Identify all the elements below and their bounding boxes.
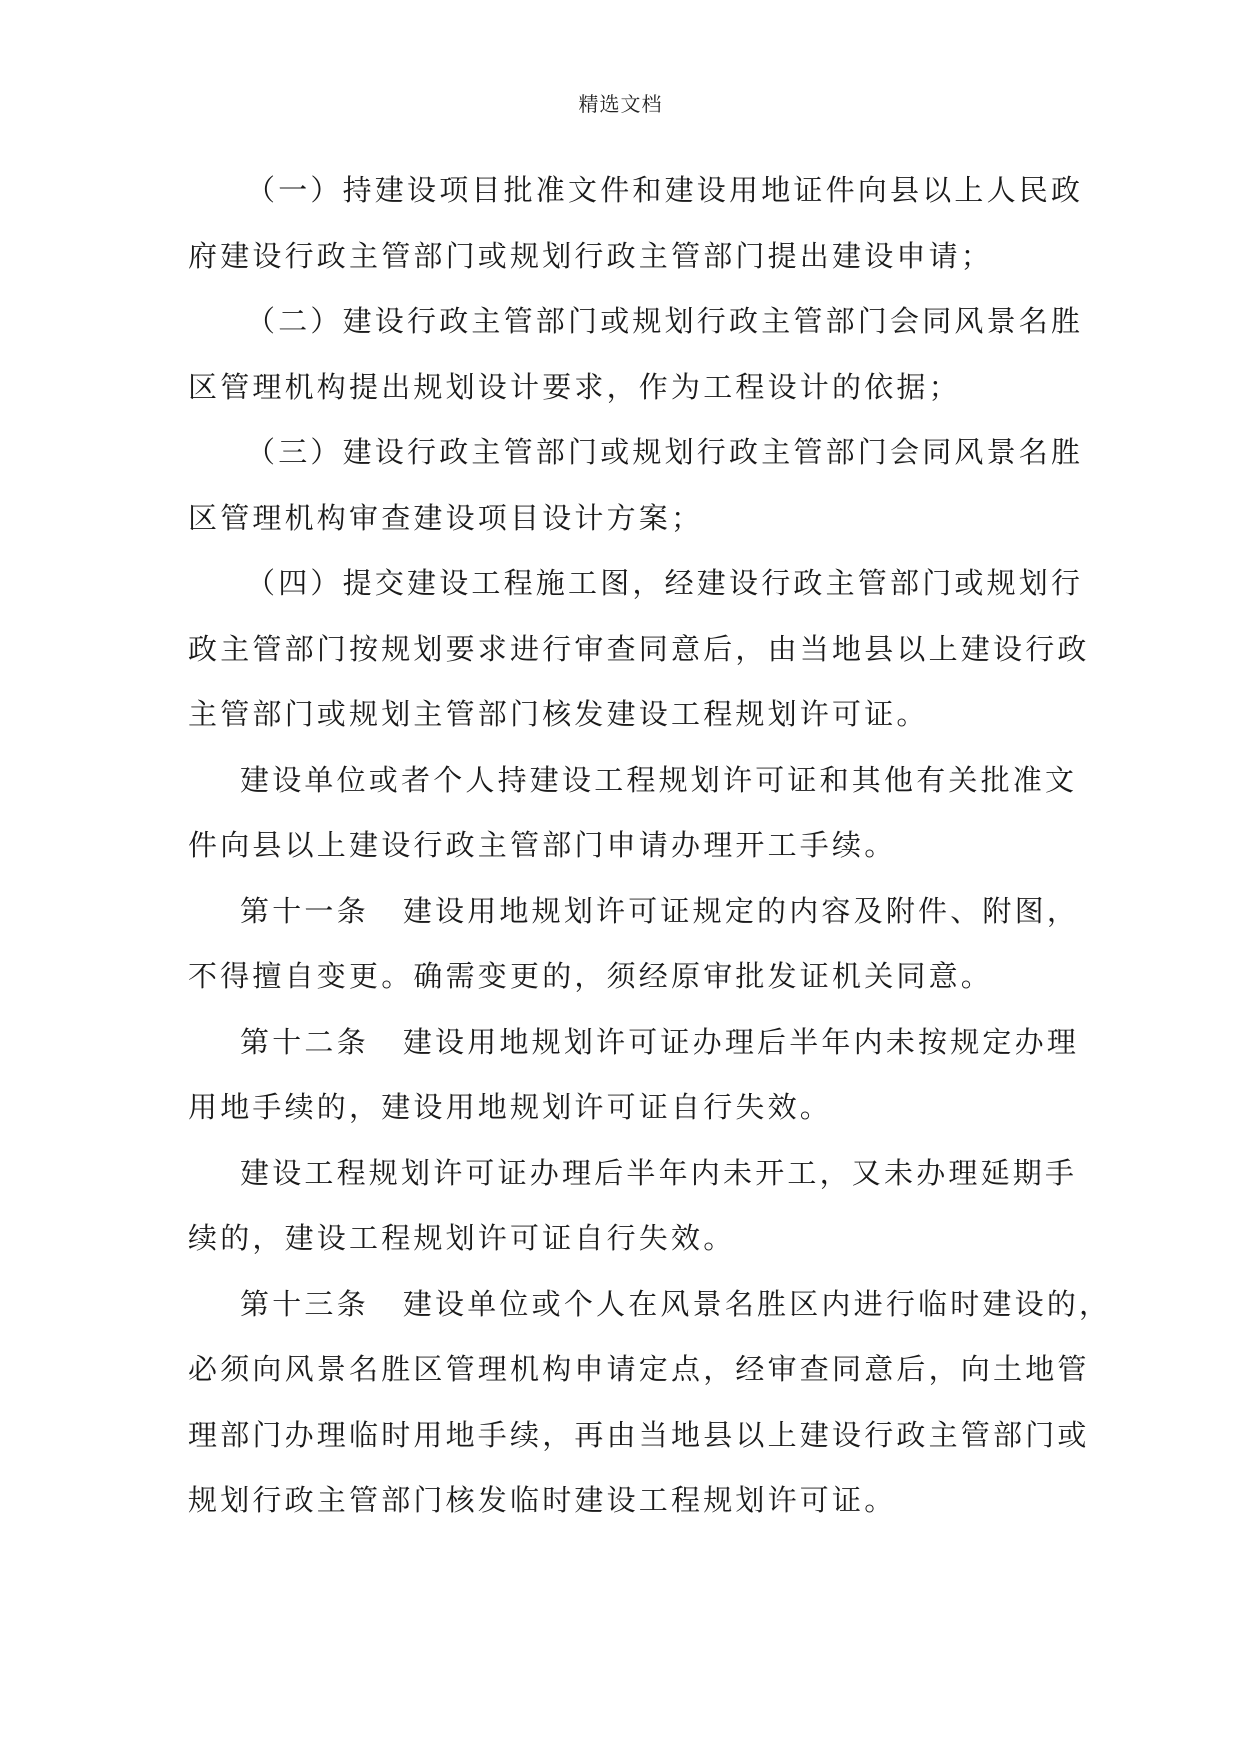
paragraph-item-2 [188, 289, 1084, 420]
paragraph-line: 主管部门或规划主管部门核发建设工程规划许可证。 [188, 697, 929, 731]
paragraph-line: 理部门办理临时用地手续，再由当地县以上建设行政主管部门或 [188, 1417, 1090, 1452]
paragraph-line: 必须向风景名胜区管理机构申请定点，经审查同意后，向土地管 [188, 1352, 1090, 1386]
paragraph-line [188, 879, 1080, 945]
paragraph-line: 区管理机构提出规划设计要求，作为工程设计的依据； [188, 369, 961, 404]
article-13 [188, 1272, 1112, 1534]
article-text: 建设用地规划许可证办理后半年内未按规定办理 [402, 1024, 1080, 1059]
paragraph-item-1 [188, 158, 1084, 289]
paragraph-line: 续的，建设工程规划许可证自行失效。 [188, 1221, 736, 1255]
page-header: 精选文档 [578, 92, 663, 116]
article-text: 建设用地规划许可证规定的内容及附件、附图， [402, 893, 1080, 928]
paragraph-line [188, 1272, 1112, 1338]
article-11 [188, 879, 1080, 1010]
article-text: 建设单位或个人在风景名胜区内进行临时建设的， [402, 1286, 1112, 1321]
paragraph-line: 件向县以上建设行政主管部门申请办理开工手续。 [188, 828, 897, 862]
paragraph-line: （三）建设行政主管部门或规划行政主管部门会同风景名胜 [246, 435, 1084, 469]
paragraph-line: （二）建设行政主管部门或规划行政主管部门会同风景名胜 [246, 304, 1084, 338]
paragraph-line: （一）持建设项目批准文件和建设用地证件向县以上人民政 [246, 173, 1084, 207]
paragraph-line: 府建设行政主管部门或规划行政主管部门提出建设申请； [188, 238, 994, 273]
paragraph-line: 用地手续的，建设用地规划许可证自行失效。 [188, 1090, 833, 1124]
paragraph-line: （四）提交建设工程施工图，经建设行政主管部门或规划行 [246, 566, 1084, 600]
paragraph-line: 不得擅自变更。确需变更的，须经原审批发证机关同意。 [188, 959, 994, 993]
paragraph-start-work [188, 748, 1078, 879]
paragraph-line: 建设单位或者个人持建设工程规划许可证和其他有关批准文 [240, 762, 1078, 797]
paragraph-line [188, 1010, 1080, 1076]
paragraph-line: 政主管部门按规划要求进行审查同意后，由当地县以上建设行政 [188, 631, 1090, 666]
article-number: 第十一条 [240, 893, 369, 928]
paragraph-item-3 [188, 420, 1084, 551]
paragraph-item-4 [188, 551, 1090, 748]
paragraph-permit-expiry [188, 1141, 1078, 1272]
document-body [188, 158, 1112, 1534]
article-number: 第十三条 [240, 1286, 369, 1321]
article-12 [188, 1010, 1080, 1141]
paragraph-line: 规划行政主管部门核发临时建设工程规划许可证。 [188, 1483, 897, 1517]
paragraph-line: 建设工程规划许可证办理后半年内未开工，又未办理延期手 [240, 1155, 1078, 1190]
paragraph-line: 区管理机构审查建设项目设计方案； [188, 500, 704, 535]
article-number: 第十二条 [240, 1024, 369, 1059]
